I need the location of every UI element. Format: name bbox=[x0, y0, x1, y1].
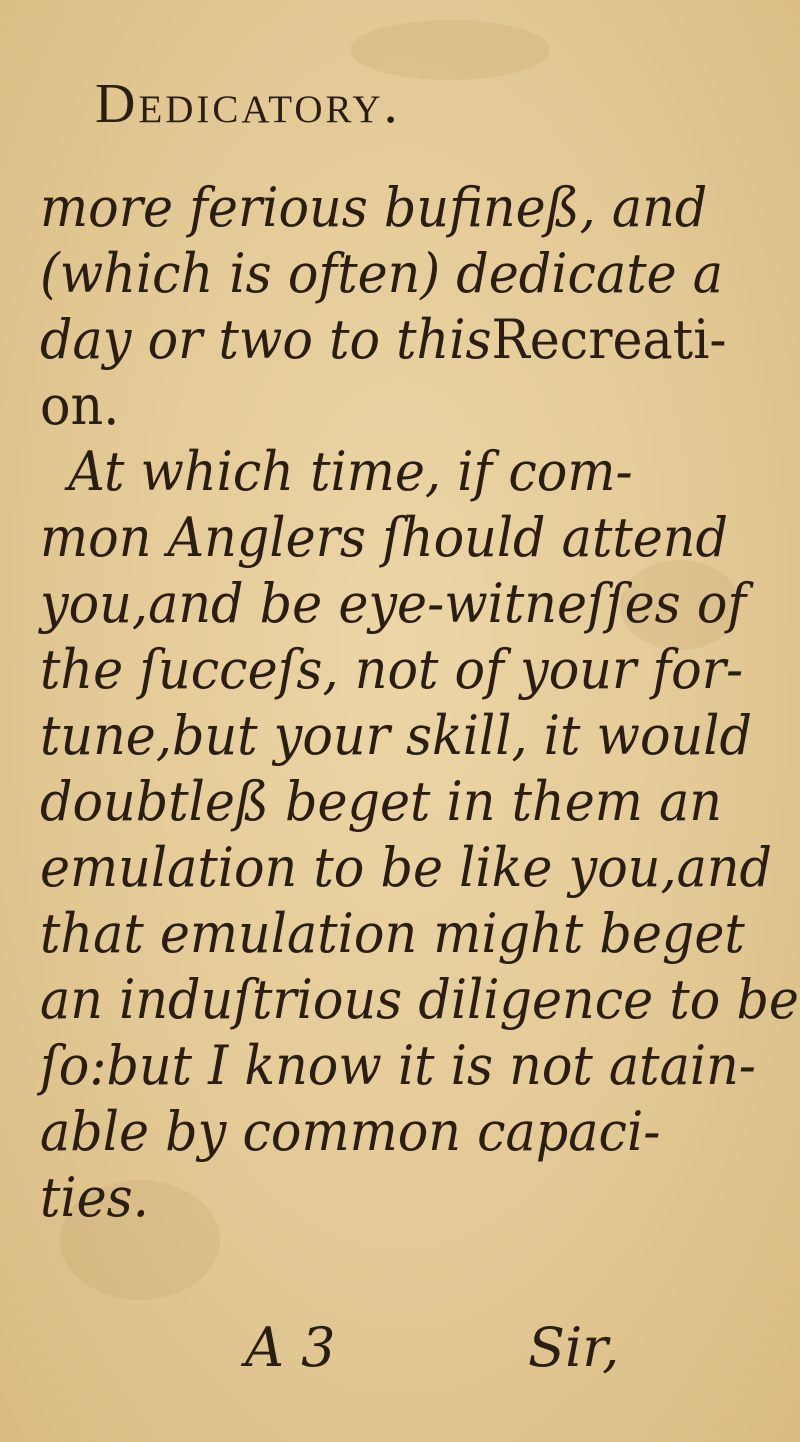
text-line: an induſtrious diligence to be bbox=[40, 968, 799, 1031]
text-line: the ſucceſs, not of your for- bbox=[40, 638, 744, 701]
text-line: you,and be eye-witneſſes of bbox=[40, 572, 747, 635]
body-text bbox=[40, 175, 799, 1231]
catchword: Sir, bbox=[528, 1316, 620, 1379]
page-footer bbox=[0, 1316, 800, 1386]
paper-stain bbox=[350, 20, 550, 80]
text-line bbox=[40, 307, 736, 373]
text-line: able by common capaci- bbox=[40, 1100, 661, 1163]
signature-mark: A 3 bbox=[245, 1316, 336, 1379]
text-line: doubtleß beget in them an bbox=[40, 770, 722, 833]
text-line-italic-part: day or two to this bbox=[40, 308, 492, 371]
text-line: ſo:but I know it is not atain- bbox=[40, 1034, 756, 1097]
text-line: emulation to be like you,and bbox=[40, 836, 773, 899]
text-line: more ferious bufineß, and bbox=[40, 176, 708, 239]
running-header: Dedicatory. bbox=[95, 73, 401, 135]
text-line: mon Anglers ſhould attend bbox=[40, 506, 728, 569]
text-line: (which is often) dedicate a bbox=[40, 242, 724, 305]
text-line: At which time, if com- bbox=[68, 440, 633, 503]
text-line: on. bbox=[40, 374, 120, 437]
text-line: tune,but your skill, it would bbox=[40, 704, 752, 767]
text-line: ties. bbox=[40, 1166, 149, 1229]
text-line-roman-part: Recreati- bbox=[491, 308, 727, 371]
text-line: that emulation might beget bbox=[40, 902, 745, 965]
